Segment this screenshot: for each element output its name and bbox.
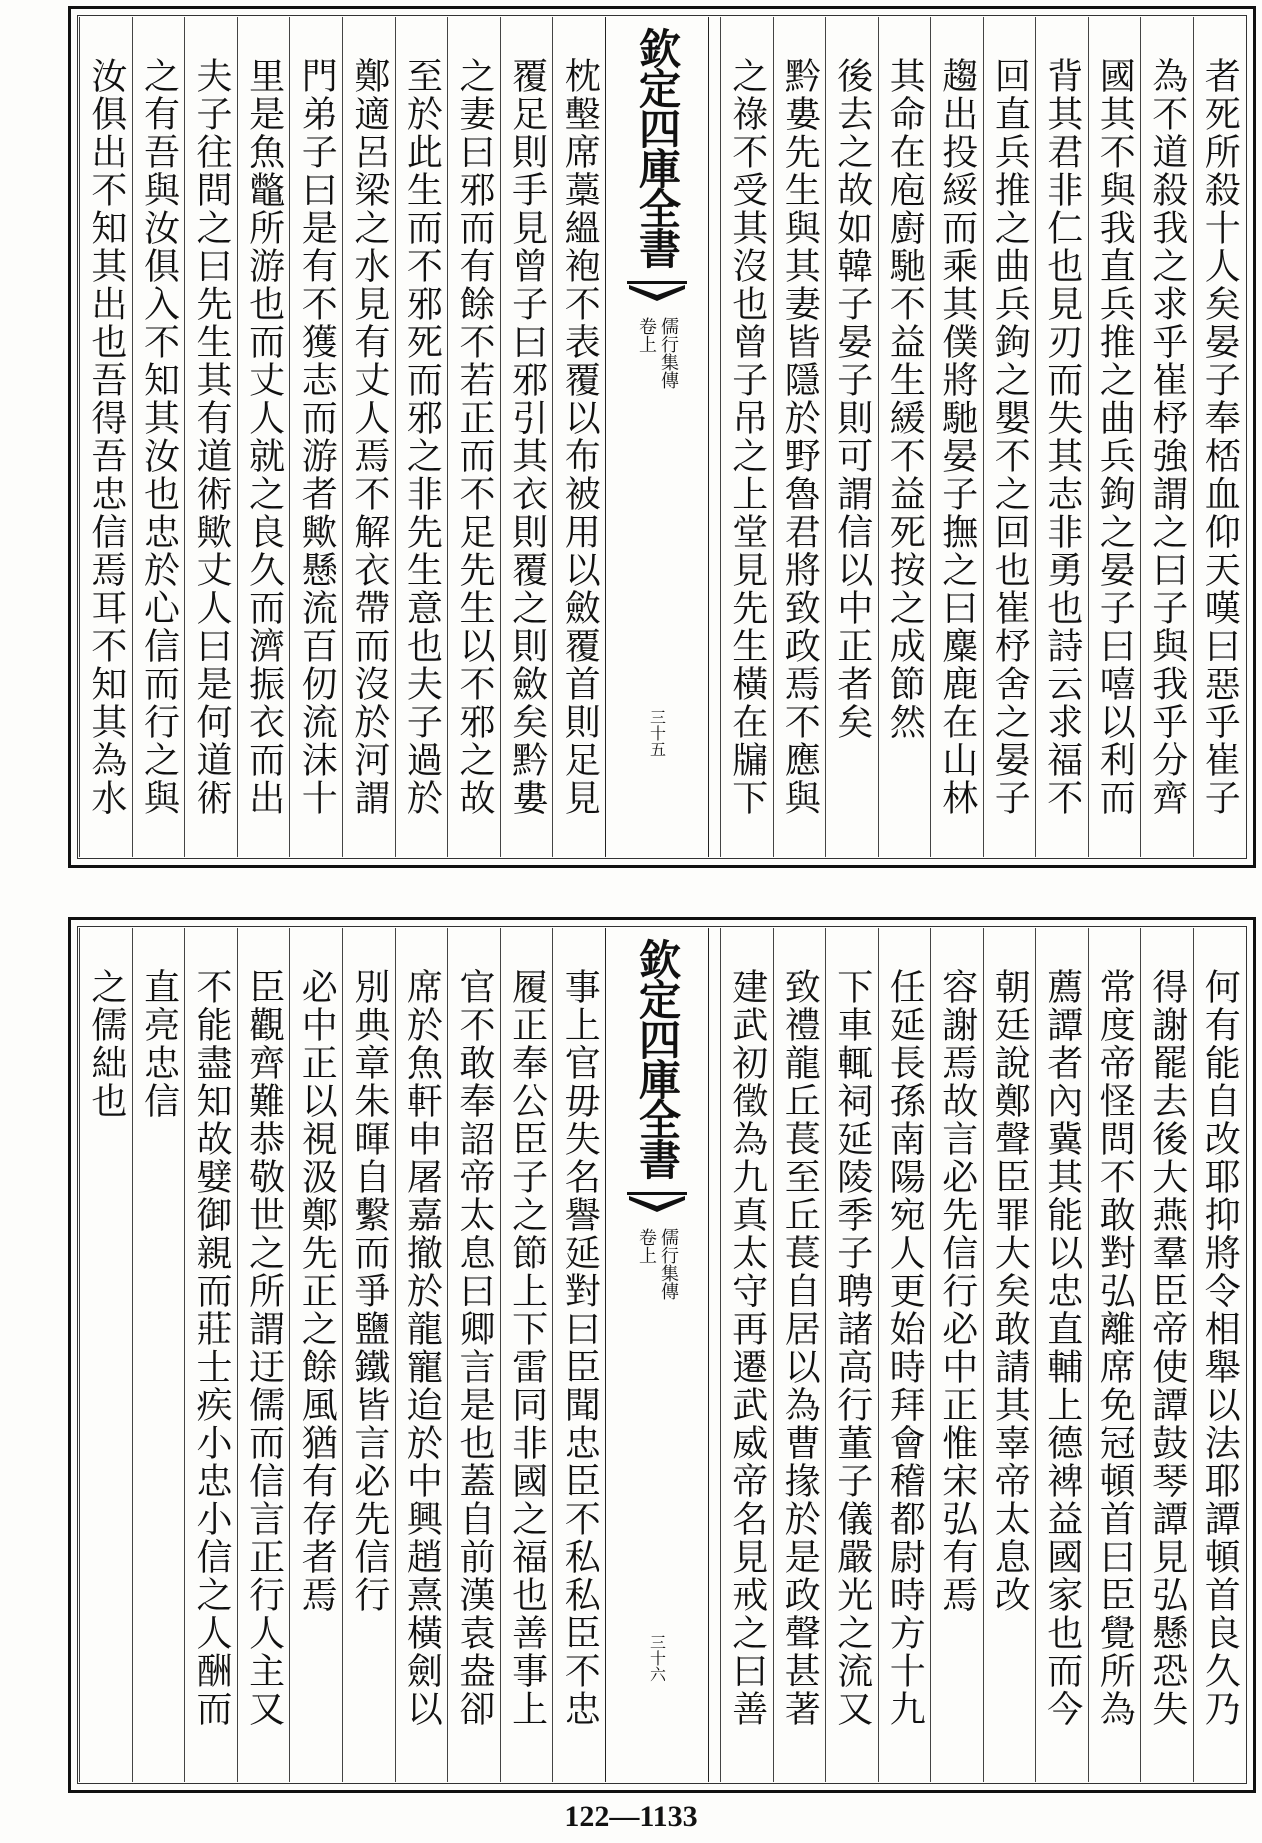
text-column: 之有吾與汝俱入不知其汝也忠於心信而行之與 bbox=[138, 57, 180, 817]
top-right-column bbox=[720, 17, 773, 857]
page-footer-number: 122—1133 bbox=[564, 1800, 698, 1833]
text-column: 里是魚鼈所游也而丈人就之良久而濟振衣而出 bbox=[243, 57, 285, 817]
text-column: 趨出投綏而乘其僕將馳晏子撫之曰麋鹿在山林 bbox=[936, 57, 978, 817]
text-column: 至於此生而不邪死而邪之非先生意也夫子過於 bbox=[401, 57, 443, 817]
text-column: 之祿不受其沒也曾子吊之上堂見先生橫在牖下 bbox=[726, 57, 768, 817]
text-column: 事上官毋失名譽延對曰臣聞忠臣不私私臣不忠 bbox=[559, 968, 601, 1728]
text-column: 必中正以視汲鄭先正之餘風猶有存者焉 bbox=[296, 968, 338, 1614]
text-column: 覆足則手見曾子曰邪引其衣則覆之則斂矣黔婁 bbox=[506, 57, 548, 817]
text-column: 夫子往問之曰先生其有道術歟丈人曰是何道術 bbox=[191, 57, 233, 817]
bottom-page bbox=[68, 917, 1256, 1793]
text-column: 別典章朱暉自繫而爭鹽鐵皆言必先信行 bbox=[348, 968, 390, 1614]
text-column: 枕墼席藁縕袍不表覆以布被用以斂覆首則足見 bbox=[559, 57, 601, 817]
top-right-column bbox=[773, 17, 826, 857]
top-left-column bbox=[447, 17, 500, 857]
bottom-book-name: 儒行集傳 bbox=[658, 1228, 679, 1300]
bottom-left-column bbox=[500, 928, 553, 1782]
bottom-left-half bbox=[79, 928, 605, 1782]
fish-tail-icon bbox=[627, 281, 687, 311]
bottom-right-half bbox=[720, 928, 1245, 1782]
top-left-column bbox=[184, 17, 237, 857]
top-left-column bbox=[79, 17, 132, 857]
text-column: 汝俱出不知其出也吾得吾忠信焉耳不知其為水 bbox=[85, 57, 127, 817]
top-left-column bbox=[552, 17, 605, 857]
bottom-left-column bbox=[447, 928, 500, 1782]
bottom-left-column bbox=[79, 928, 132, 1782]
fish-tail-icon bbox=[627, 1192, 687, 1222]
top-volume: 卷上 bbox=[636, 317, 657, 353]
top-left-column bbox=[342, 17, 395, 857]
text-column: 臣觀齊難恭敬世之所謂迂儒而信言正行人主又 bbox=[243, 968, 285, 1728]
text-column: 鄭適呂梁之水見有丈人焉不解衣帶而沒於河謂 bbox=[348, 57, 390, 817]
text-column: 下車輒祠延陵季子聘諸高行董子儀嚴光之流又 bbox=[831, 968, 873, 1728]
text-column: 之妻曰邪而有餘不若正而不足先生以不邪之故 bbox=[454, 57, 496, 817]
text-column: 直亮忠信 bbox=[138, 968, 180, 1120]
text-column: 門弟子曰是有不獲志而游者歟懸流百仞流沫十 bbox=[296, 57, 338, 817]
bottom-left-column bbox=[342, 928, 395, 1782]
text-column: 不能盡知故嬖御親而莊士疾小忠小信之人酬而 bbox=[191, 968, 233, 1728]
top-center-column bbox=[605, 17, 709, 857]
text-column: 回直兵推之曲兵鉤之嬰不之回也崔杼舍之晏子 bbox=[989, 57, 1031, 817]
top-left-column bbox=[132, 17, 185, 857]
top-page-number: 三十五 bbox=[647, 709, 667, 757]
bottom-right-column bbox=[930, 928, 983, 1782]
text-column: 其命在庖廚馳不益生緩不益死按之成節然 bbox=[884, 57, 926, 741]
text-column: 得謝罷去後大燕羣臣帝使譚鼓琴譚見弘懸恐失 bbox=[1146, 968, 1188, 1728]
top-right-column bbox=[1140, 17, 1193, 857]
bottom-right-column bbox=[1193, 928, 1246, 1782]
top-right-column bbox=[1035, 17, 1088, 857]
text-column: 何有能自改耶抑將令相舉以法耶譚頓首良久乃 bbox=[1199, 968, 1241, 1728]
bottom-subtitle bbox=[637, 1228, 677, 1300]
bottom-volume: 卷上 bbox=[636, 1228, 657, 1264]
text-column: 容謝焉故言必先信行必中正惟宋弘有焉 bbox=[936, 968, 978, 1614]
text-column: 後去之故如韓子晏子則可謂信以中正者矣 bbox=[831, 57, 873, 741]
text-column: 背其君非仁也見刃而失其志非勇也詩云求福不 bbox=[1041, 57, 1083, 817]
top-left-column bbox=[395, 17, 448, 857]
text-column: 國其不與我直兵推之曲兵鉤之晏子曰嘻以利而 bbox=[1094, 57, 1136, 817]
bottom-left-column bbox=[552, 928, 605, 1782]
bottom-left-column bbox=[395, 928, 448, 1782]
bottom-right-column bbox=[825, 928, 878, 1782]
bottom-right-column bbox=[878, 928, 931, 1782]
bottom-page-number: 三十六 bbox=[647, 1634, 667, 1682]
bottom-left-column bbox=[184, 928, 237, 1782]
bottom-right-column bbox=[1140, 928, 1193, 1782]
text-column: 朝廷說鄭聲臣罪大矣敢請其辜帝太息改 bbox=[989, 968, 1031, 1614]
top-left-column bbox=[237, 17, 290, 857]
text-column: 任延長孫南陽宛人更始時拜會稽都尉時方十九 bbox=[884, 968, 926, 1728]
text-column: 履正奉公臣子之節上下雷同非國之福也善事上 bbox=[506, 968, 548, 1728]
text-column: 建武初徵為九真太守再遷武威帝名見戒之曰善 bbox=[726, 968, 768, 1728]
top-page bbox=[68, 6, 1256, 868]
top-left-column bbox=[500, 17, 553, 857]
bottom-left-column bbox=[132, 928, 185, 1782]
bottom-right-column bbox=[773, 928, 826, 1782]
top-right-column bbox=[1193, 17, 1246, 857]
text-column: 薦譚者內冀其能以忠直輔上德裨益國家也而今 bbox=[1041, 968, 1083, 1728]
text-column: 之儒絀也 bbox=[85, 968, 127, 1120]
bottom-book-title: 欽定四庫全書 bbox=[633, 938, 682, 1178]
top-right-column bbox=[825, 17, 878, 857]
text-column: 官不敢奉詔帝太息曰卿言是也蓋自前漢袁盎卻 bbox=[454, 968, 496, 1728]
top-right-column bbox=[878, 17, 931, 857]
top-right-column bbox=[1088, 17, 1141, 857]
bottom-right-column bbox=[1035, 928, 1088, 1782]
top-book-name: 儒行集傳 bbox=[658, 317, 679, 389]
bottom-right-column bbox=[1088, 928, 1141, 1782]
top-right-column bbox=[930, 17, 983, 857]
text-column: 常度帝怪問不敢對弘離席免冠頓首曰臣覺所為 bbox=[1094, 968, 1136, 1728]
bottom-right-column bbox=[983, 928, 1036, 1782]
top-right-column bbox=[983, 17, 1036, 857]
text-column: 為不道殺我之求乎崔杼強謂之曰子與我乎分齊 bbox=[1146, 57, 1188, 817]
top-subtitle bbox=[637, 317, 677, 389]
bottom-left-column bbox=[237, 928, 290, 1782]
text-column: 黔婁先生與其妻皆隱於野魯君將致政焉不應與 bbox=[779, 57, 821, 817]
top-right-half bbox=[720, 17, 1245, 857]
text-column: 致禮龍丘萇至丘萇自居以為曹掾於是政聲甚著 bbox=[779, 968, 821, 1728]
bottom-right-column bbox=[720, 928, 773, 1782]
bottom-center-column bbox=[605, 928, 709, 1782]
top-left-column bbox=[289, 17, 342, 857]
top-left-half bbox=[79, 17, 605, 857]
bottom-left-column bbox=[289, 928, 342, 1782]
text-column: 席於魚軒申屠嘉撤於龍寵迨於中興趙熹橫劍以 bbox=[401, 968, 443, 1728]
top-book-title: 欽定四庫全書 bbox=[633, 27, 682, 267]
text-column: 者死所殺十人矣晏子奉桮血仰天嘆曰惡乎崔子 bbox=[1199, 57, 1241, 817]
